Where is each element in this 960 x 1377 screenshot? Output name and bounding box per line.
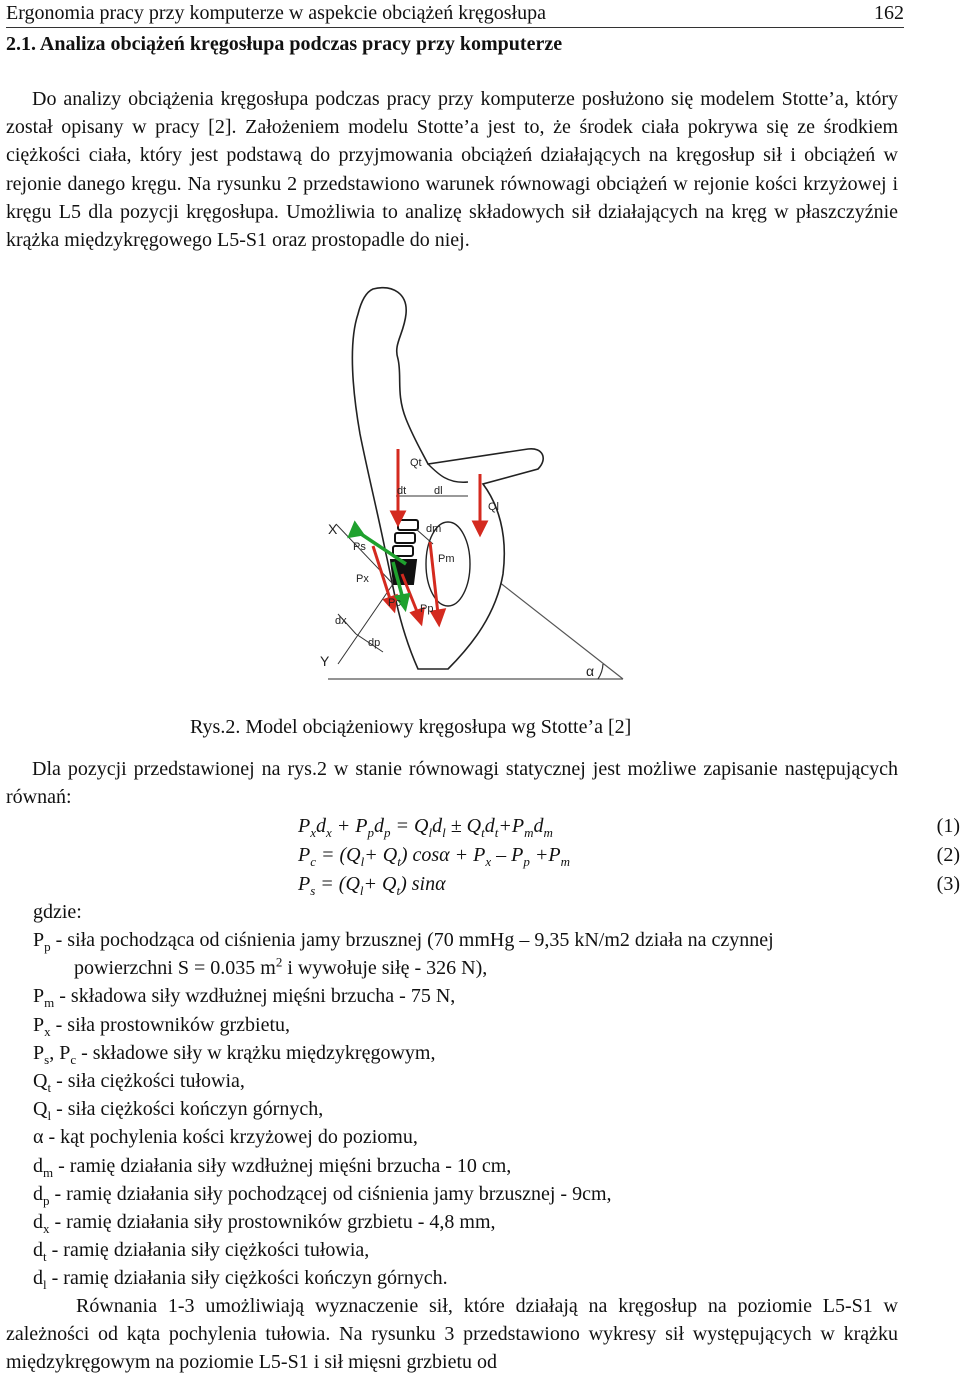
equations-intro: Dla pozycji przedstawionej na rys.2 w stanie równowagi statycznej jest możliwe zapisanie następujących równań: xyxy=(6,758,898,809)
where-label: gdzie: xyxy=(33,901,82,923)
equation-1: $P_xd_x + P_pd_p = Q_ld_l \pm Q_td_t+P_md_m$ xyxy=(298,815,553,840)
label-px: Px xyxy=(356,573,369,585)
body-outline xyxy=(352,288,543,669)
label-dp: dp xyxy=(368,637,381,649)
equation-2-number: (2) xyxy=(936,844,960,866)
label-dx: dx xyxy=(335,615,347,627)
intro-paragraph: Do analizy obciążenia kręgosłupa podczas pracy przy komputerze posłużono się modelem Stotte’a, który został opisany w pracy [2]. Założeniem modelu Stotte’a jest to, że środek ciała pokrywa się ze środkiem ciężkości ciała, który jest podstawą do przyjmowania obciążeń działających na kręgosłup sił i obciążeń w rejonie danego kręgu. Na rysunku 2 przedstawiono warunek równowagi obciążeń w rejonie kości krzyżowej i kręgu L5 dla pozycji kręgosłupa. Umożliwia to analizę składowych sił działających na kręg w płaszczyźnie krążka międzykręgowego L5-S1 oraz prostopadle do niej. xyxy=(6,88,898,252)
definition-pp: $P_p$ - siła pochodząca od ciśnienia jamy brzusznej (70 mmHg – 9,35 kN/m2 działa na czynnej powierzchni S = 0.035 $m^2$ i wywołuje siłę - 326 N), xyxy=(33,929,774,980)
label-dt: dt xyxy=(397,485,407,497)
definition-dl: $d_l$ - ramię działania siły ciężkości kończyn górnych. xyxy=(33,1267,448,1293)
label-y-axis: Y xyxy=(320,653,330,669)
label-alpha: α xyxy=(586,663,595,679)
definition-alpha: α - kąt pochylenia kości krzyżowej do poziomu, xyxy=(33,1126,418,1149)
running-header xyxy=(6,0,904,28)
equation-3: $P_s = (Q_l+ Q_t)$ sinα xyxy=(298,873,446,898)
label-pc: Pc xyxy=(388,597,401,609)
label-qt: Qt xyxy=(410,457,422,469)
definition-px: $P_x$ - siła prostowników grzbietu, xyxy=(33,1013,291,1039)
section-title: 2.1. Analiza obciążeń kręgosłupa podczas pracy przy komputerze xyxy=(6,33,563,55)
label-ps: Ps xyxy=(353,541,366,553)
label-ql: Ql xyxy=(488,501,499,513)
definition-dt: $d_t$ - ramię działania siły ciężkości tułowia, xyxy=(33,1239,370,1265)
figure-caption: Rys.2. Model obciążeniowy kręgosłupa wg Stotte’a [2] xyxy=(190,716,632,738)
equation-3-number: (3) xyxy=(936,873,960,895)
label-dl: dl xyxy=(434,485,443,497)
header-title: Ergonomia pracy przy komputerze w aspekcie obciążeń kręgosłupa xyxy=(6,2,546,24)
page-number: 162 xyxy=(874,2,904,24)
stotte-model-figure xyxy=(298,284,638,686)
alpha-arc xyxy=(598,664,603,679)
definition-ps-pc: $P_s$, $P_c$ - składowe siły w krążku międzykręgowym, xyxy=(33,1041,436,1067)
closing-paragraph: Równania 1-3 umożliwiają wyznaczenie sił, które działają na kręgosłup na poziomie L5-S1 w zależności od kąta pochylenia tułowia. Na rysunku 3 przedstawiono wykresy sił występujących w krążku międzykręgowym na poziomie L5-S1 i sił mięsni grzbietu od xyxy=(6,1295,898,1374)
label-x-axis: X xyxy=(328,521,338,537)
equation-2: $P_c = (Q_l+ Q_t) \cos\alpha + P_x - P_p +P_m$ xyxy=(298,844,570,869)
definition-qt: $Q_t$ - siła ciężkości tułowia, xyxy=(33,1070,245,1096)
label-pp: Pp xyxy=(420,603,434,615)
definition-dx: $d_x$ - ramię działania siły prostowników grzbietu - 4,8 mm, xyxy=(33,1211,496,1237)
definition-ql: $Q_l$ - siła ciężkości kończyn górnych, xyxy=(33,1098,324,1124)
definition-pm: $P_m$ - składowa siły wzdłużnej mięśni brzucha - 75 N, xyxy=(33,985,456,1011)
label-dm: dm xyxy=(426,523,442,535)
symbol-definitions xyxy=(33,926,898,1293)
label-pm: Pm xyxy=(438,553,455,565)
definition-dm: $d_m$ - ramię działania siły wzdłużnej mięśni brzucha - 10 cm, xyxy=(33,1154,512,1180)
definition-dp: $d_p$ - ramię działania siły pochodzącej od ciśnienia jamy brzusznej - 9cm, xyxy=(33,1182,612,1208)
equation-1-number: (1) xyxy=(936,815,960,837)
